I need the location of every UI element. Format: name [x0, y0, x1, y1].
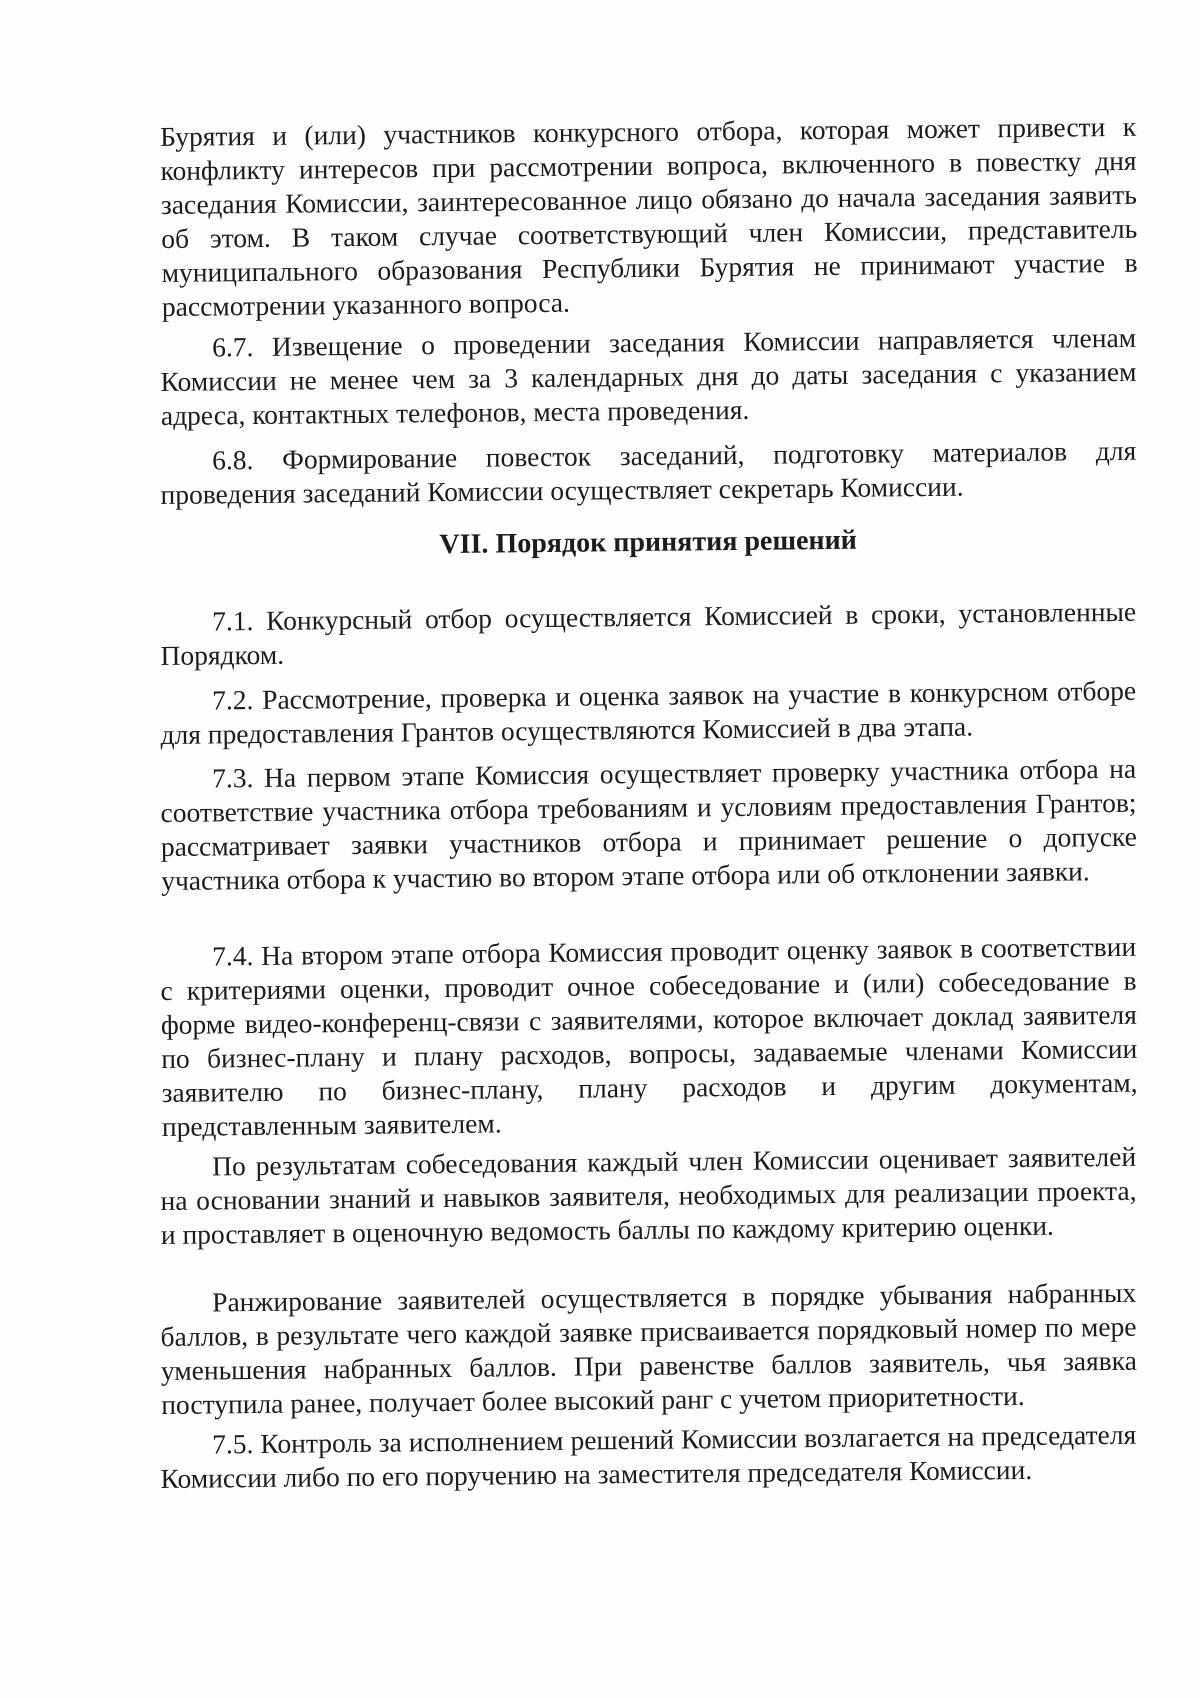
paragraph-7-5: 7.5. Контроль за исполнением решений Комиссии возлагается на председателя Комиссии либо по его поручению на заместителя председателя Комиссии.: [160, 1418, 1137, 1494]
paragraph-7-4: 7.4. На втором этапе отбора Комиссия проводит оценку заявок в соответствии с критериями оценки, проводит очное собеседование и (или) собеседование в форме видео-конференц-связи с заявителями, которое включает доклад заявителя по бизнес-плану и плану расходов, вопросы, задаваемые членами Комиссии заявителю по бизнес-плану, плану расходов и другим документам, представленным заявителем.: [160, 930, 1138, 1142]
paragraph-6-7: 6.7. Извещение о проведении заседания Комиссии направляется членам Комиссии не менее чем за 3 календарных дня до даты заседания с указанием адреса, контактных телефонов, места проведения.: [160, 321, 1137, 431]
paragraph-6-8-block: [160, 434, 1137, 512]
paragraph-7-4-results-block: [160, 1140, 1137, 1252]
paragraph-7-1-block: [160, 595, 1137, 673]
paragraph-6-7-block: [160, 321, 1137, 433]
section-heading-block: [160, 521, 1136, 565]
paragraph-7-1: 7.1. Конкурсный отбор осуществляется Комиссией в сроки, установленные Порядком.: [160, 595, 1137, 671]
paragraph-continuation-block: [160, 110, 1138, 324]
paragraph-7-2: 7.2. Рассмотрение, проверка и оценка заявок на участие в конкурсном отборе для предоставления Грантов осуществляются Комиссией в два этапа.: [160, 674, 1137, 750]
paragraph-7-3-block: [160, 752, 1137, 898]
paragraph-7-4-ranking: Ранжирование заявителей осуществляется в порядке убывания набранных баллов, в результате чего каждой заявке присваивается порядковый номер по мере уменьшения набранных баллов. При равенстве баллов заявитель, чья заявка поступила ранее, получает более высокий ранг с учетом приоритетности.: [160, 1276, 1137, 1420]
paragraph-7-4-ranking-block: [160, 1276, 1137, 1422]
paragraph-7-5-block: [160, 1418, 1137, 1496]
paragraph-7-4-results: По результатам собеседования каждый член Комиссии оценивает заявителей на основании знаний и навыков заявителя, необходимых для реализации проекта, и проставляет в оценочную ведомость баллы по каждому критерию оценки.: [160, 1140, 1137, 1250]
paragraph-7-4-block: [160, 930, 1138, 1144]
section-heading-vii: VII. Порядок принятия решений: [439, 524, 858, 561]
paragraph-continuation: Бурятия и (или) участников конкурсного отбора, которая может привести к конфликту интересов при рассмотрении вопроса, включенного в повестку дня заседания Комиссии, заинтересованное лицо обязано до начала заседания заявить об этом. В таком случае соответствующий член Комиссии, представитель муниципального образования Республики Бурятия не принимают участие в рассмотрении указанного вопроса.: [160, 110, 1138, 322]
paragraph-7-3: 7.3. На первом этапе Комиссия осуществляет проверку участника отбора на соответствие участника отбора требованиям и условиям предоставления Грантов; рассматривает заявки участников отбора и принимает решение о допуске участника отбора к участию во втором этапе отбора или об отклонении заявки.: [160, 752, 1137, 896]
paragraph-6-8: 6.8. Формирование повесток заседаний, подготовку материалов для проведения заседаний Комиссии осуществляет секретарь Комиссии.: [160, 434, 1137, 510]
paragraph-7-2-block: [160, 674, 1137, 752]
